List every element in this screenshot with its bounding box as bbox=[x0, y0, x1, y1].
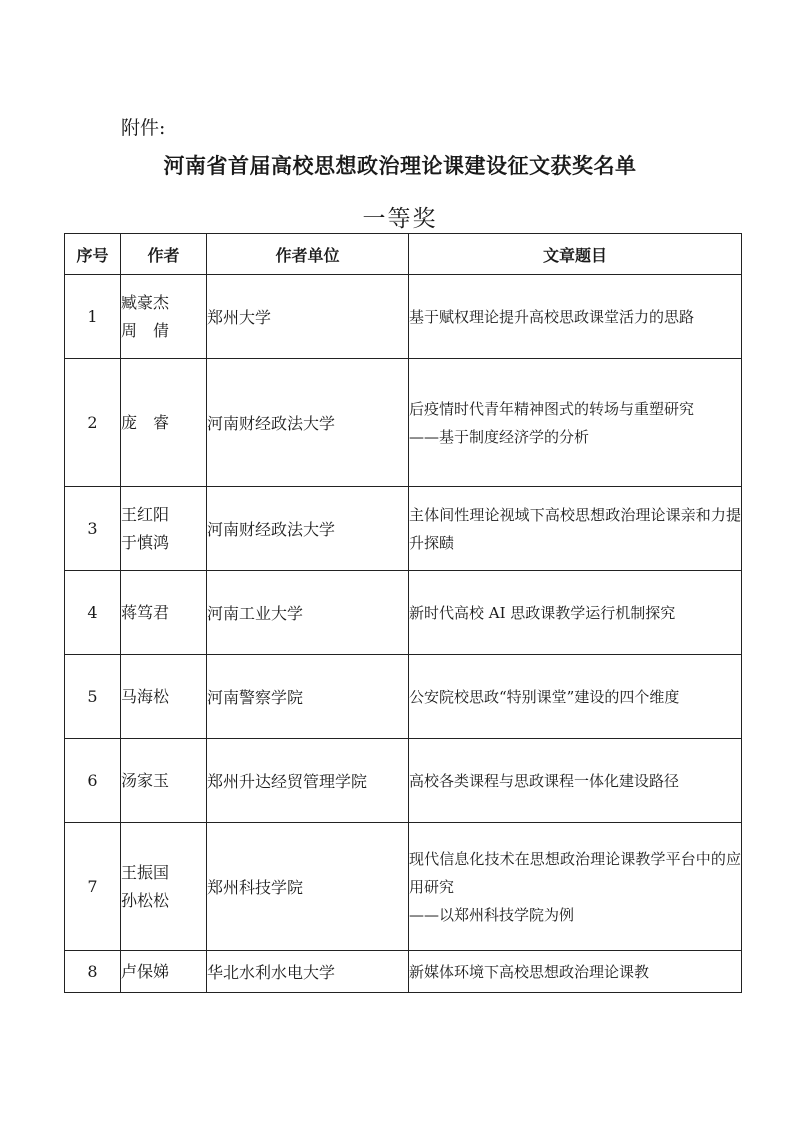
table-row bbox=[65, 823, 742, 951]
topic-line: 新媒体环境下高校思想政治理论课教 bbox=[409, 962, 650, 981]
row-topic bbox=[409, 951, 742, 993]
row-index: 7 bbox=[65, 823, 121, 951]
award-level-heading: 一等奖 bbox=[362, 206, 438, 232]
document-title: 河南省首届高校思想政治理论课建设征文获奖名单 bbox=[163, 154, 637, 178]
author-name: 周 倩 bbox=[121, 320, 170, 340]
topic-line: 主体间性理论视域下高校思想政治理论课亲和力提升探赜 bbox=[409, 505, 741, 552]
row-authors bbox=[121, 655, 207, 739]
table-row bbox=[65, 739, 742, 823]
row-authors bbox=[121, 951, 207, 993]
row-index: 2 bbox=[65, 359, 121, 487]
topic-line: 后疫情时代青年精神图式的转场与重塑研究 bbox=[409, 399, 695, 418]
row-topic bbox=[409, 571, 742, 655]
topic-subtitle: ——基于制度经济学的分析 bbox=[409, 427, 590, 446]
row-authors bbox=[121, 739, 207, 823]
author-name: 王振国 bbox=[121, 862, 170, 882]
table-row bbox=[65, 359, 742, 487]
row-unit: 河南财经政法大学 bbox=[207, 359, 409, 487]
row-index: 8 bbox=[65, 951, 121, 993]
attachment-label: 附件: bbox=[121, 117, 166, 139]
row-index: 4 bbox=[65, 571, 121, 655]
header-unit: 作者单位 bbox=[207, 234, 409, 275]
row-unit: 郑州升达经贸管理学院 bbox=[207, 739, 409, 823]
topic-line: 高校各类课程与思政课程一体化建设路径 bbox=[409, 771, 680, 790]
table-row bbox=[65, 571, 742, 655]
row-authors bbox=[121, 275, 207, 359]
table-row bbox=[65, 655, 742, 739]
author-name: 马海松 bbox=[121, 686, 170, 706]
author-name: 孙松松 bbox=[121, 890, 170, 910]
topic-line: 公安院校思政“特别课堂”建设的四个维度 bbox=[409, 687, 680, 706]
table-header-row bbox=[65, 234, 742, 275]
author-name: 蒋笃君 bbox=[121, 602, 170, 622]
topic-line: 现代信息化技术在思想政治理论课教学平台中的应用研究 bbox=[409, 849, 741, 896]
row-unit: 华北水利水电大学 bbox=[207, 951, 409, 993]
row-unit: 郑州大学 bbox=[207, 275, 409, 359]
header-topic: 文章题目 bbox=[409, 234, 742, 275]
row-topic bbox=[409, 487, 742, 571]
table-row bbox=[65, 275, 742, 359]
row-authors bbox=[121, 571, 207, 655]
header-author: 作者 bbox=[121, 234, 207, 275]
author-name: 庞 睿 bbox=[121, 412, 170, 432]
row-unit: 河南财经政法大学 bbox=[207, 487, 409, 571]
author-name: 于慎鸿 bbox=[121, 532, 170, 552]
row-index: 1 bbox=[65, 275, 121, 359]
row-unit: 郑州科技学院 bbox=[207, 823, 409, 951]
row-unit: 河南警察学院 bbox=[207, 655, 409, 739]
author-name: 臧豪杰 bbox=[121, 292, 170, 312]
author-name: 王红阳 bbox=[121, 504, 170, 524]
row-authors bbox=[121, 487, 207, 571]
row-index: 6 bbox=[65, 739, 121, 823]
author-name: 汤家玉 bbox=[121, 770, 170, 790]
row-topic bbox=[409, 359, 742, 487]
row-unit: 河南工业大学 bbox=[207, 571, 409, 655]
row-topic bbox=[409, 275, 742, 359]
table-row bbox=[65, 487, 742, 571]
row-index: 5 bbox=[65, 655, 121, 739]
row-authors bbox=[121, 359, 207, 487]
topic-line: 基于赋权理论提升高校思政课堂活力的思路 bbox=[409, 307, 695, 326]
topic-line: 新时代高校 AI 思政课教学运行机制探究 bbox=[409, 603, 676, 622]
row-authors bbox=[121, 823, 207, 951]
awards-table bbox=[64, 233, 742, 993]
row-topic bbox=[409, 739, 742, 823]
table-row bbox=[65, 951, 742, 993]
row-topic bbox=[409, 655, 742, 739]
author-name: 卢保娣 bbox=[121, 961, 170, 981]
row-topic bbox=[409, 823, 742, 951]
header-index: 序号 bbox=[65, 234, 121, 275]
row-index: 3 bbox=[65, 487, 121, 571]
topic-subtitle: ——以郑州科技学院为例 bbox=[409, 905, 575, 924]
